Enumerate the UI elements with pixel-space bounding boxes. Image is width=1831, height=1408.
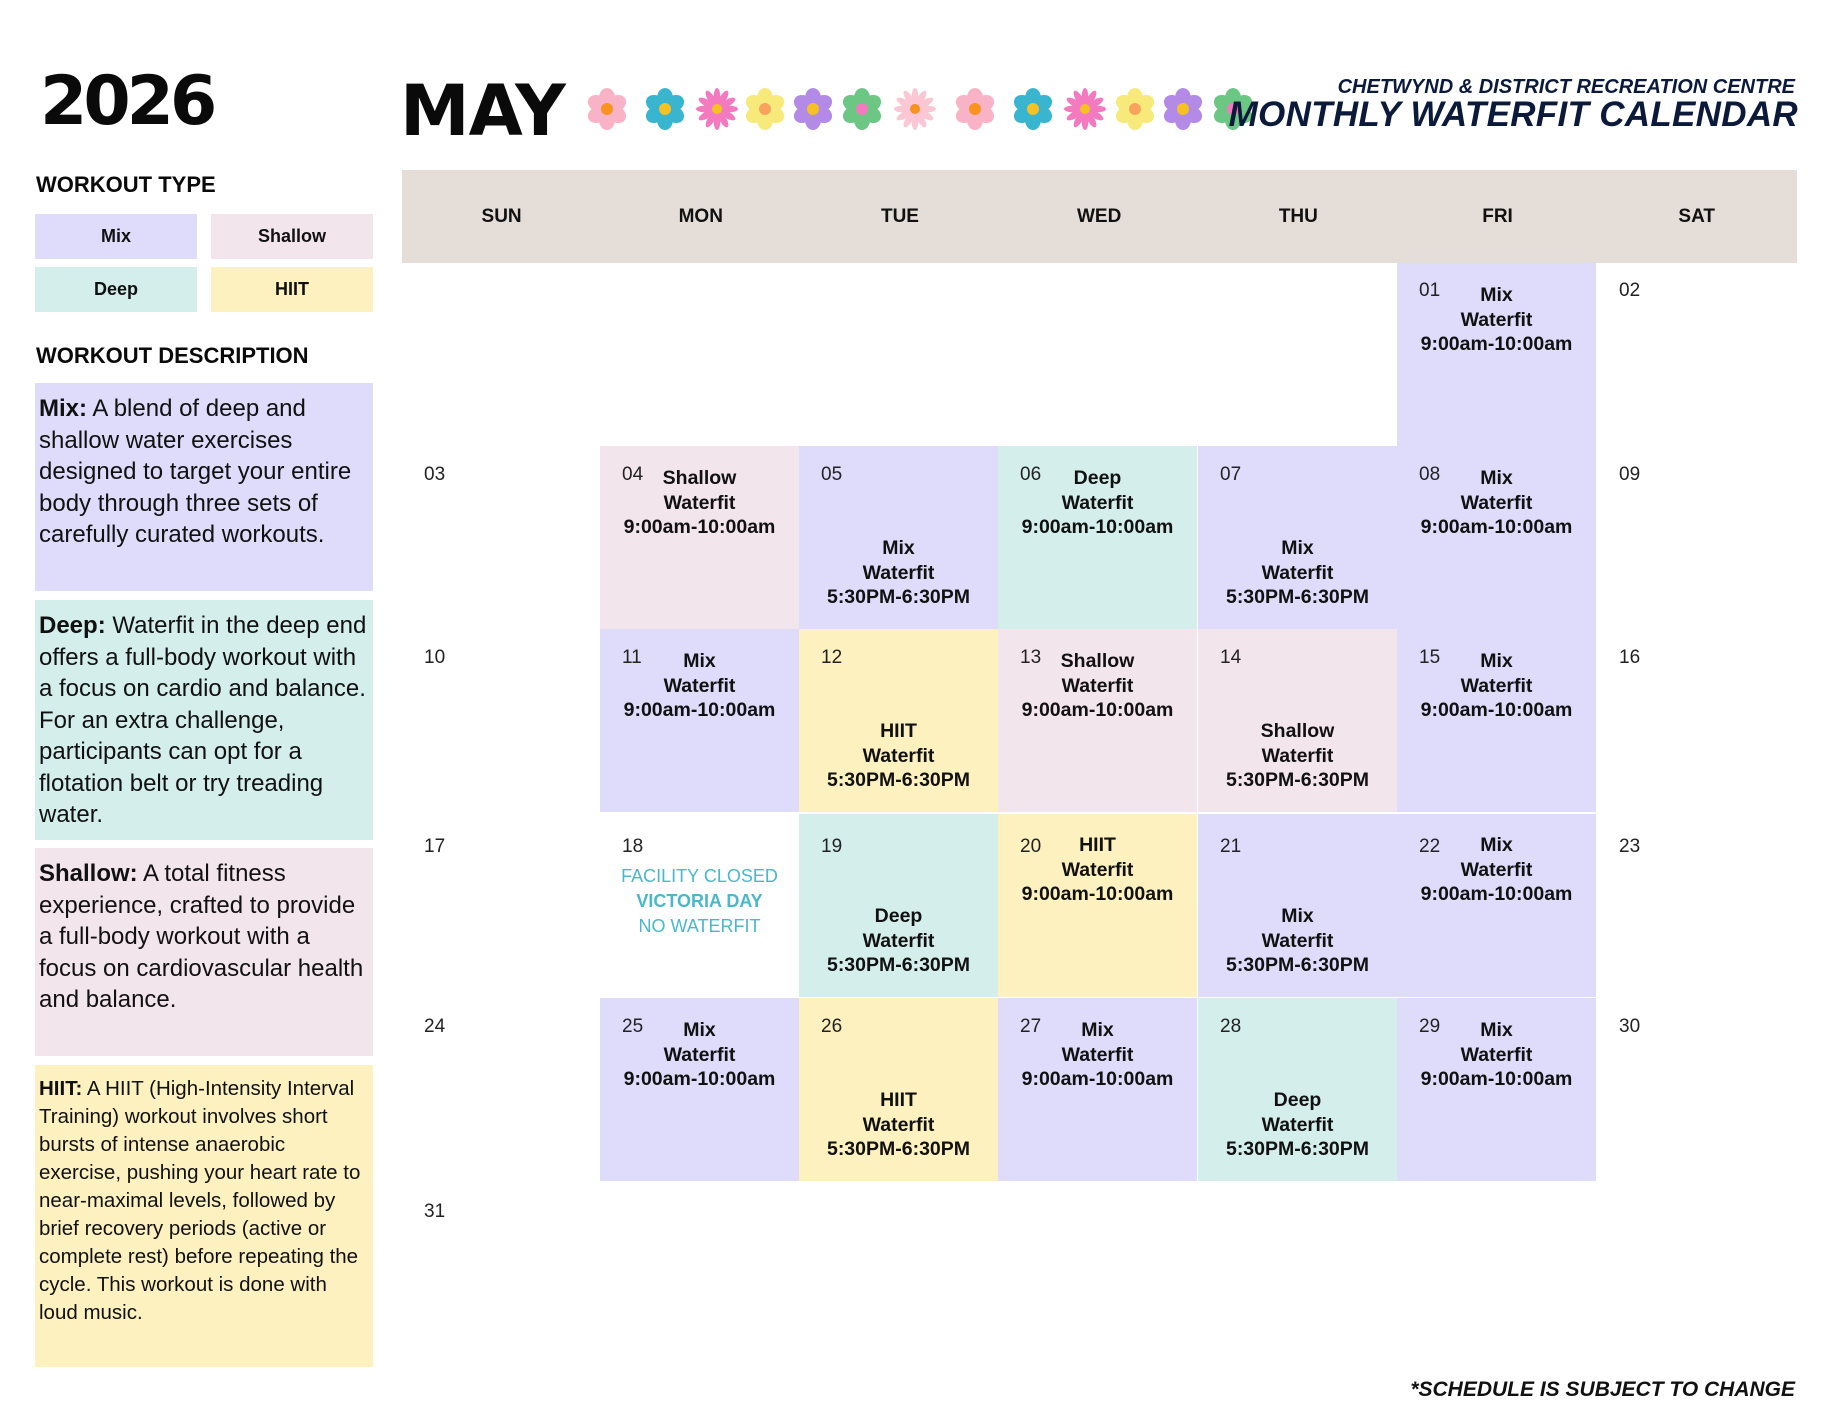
calendar-day-15 xyxy=(1397,629,1596,812)
flower-icon xyxy=(585,88,629,130)
weekday-tue: TUE xyxy=(880,205,919,227)
day-number: 12 xyxy=(821,647,843,668)
description-hiit-text: A HIIT (High-Intensity Interval Training) workout involves short bursts of intense anaerobic exercise, pushing your heart rate to near-maximal levels, followed by brief recovery periods (active or complete rest) before repeating the cycle. This workout is done with loud music. xyxy=(39,1077,361,1324)
event-deep xyxy=(998,466,1197,540)
day-number: 21 xyxy=(1220,836,1242,857)
day-number: 17 xyxy=(424,836,446,857)
event-name: Mix xyxy=(1480,284,1513,306)
event-name: Mix xyxy=(683,650,716,672)
flower-icon xyxy=(791,88,835,130)
event-name: HIIT xyxy=(1079,834,1116,856)
event-mix xyxy=(600,1018,799,1092)
day-number: 01 xyxy=(1419,280,1441,301)
calendar-day-28 xyxy=(1198,998,1397,1181)
calendar-day-21 xyxy=(1198,814,1397,997)
event-sub: Waterfit xyxy=(1261,744,1334,767)
day-number: 10 xyxy=(424,647,446,668)
calendar-day-09 xyxy=(1596,446,1795,629)
event-name: Mix xyxy=(1281,537,1314,559)
event-name: Shallow xyxy=(662,467,737,489)
calendar-day-24 xyxy=(401,998,600,1181)
event-time: 9:00am-10:00am xyxy=(1021,516,1174,538)
flower-icon xyxy=(840,88,884,130)
event-time: 5:30PM-6:30PM xyxy=(1225,586,1370,608)
legend-hiit: HIIT xyxy=(211,267,373,312)
event-mix xyxy=(1397,1018,1596,1092)
day-number: 02 xyxy=(1619,280,1641,301)
calendar-title: MONTHLY WATERFIT CALENDAR xyxy=(1228,95,1798,134)
event-shallow xyxy=(1198,719,1397,793)
calendar-day-18 xyxy=(600,814,799,997)
calendar-day-20 xyxy=(998,814,1197,997)
event-time: 9:00am-10:00am xyxy=(1420,699,1573,721)
month-label: MAY xyxy=(400,70,565,152)
event-mix xyxy=(998,1018,1197,1092)
day-number: 15 xyxy=(1419,647,1441,668)
day-number: 26 xyxy=(821,1016,843,1037)
description-hiit xyxy=(35,1065,373,1367)
event-time: 5:30PM-6:30PM xyxy=(826,586,971,608)
event-sub: Waterfit xyxy=(663,1043,736,1066)
calendar-day-08 xyxy=(1397,446,1596,629)
event-mix xyxy=(1397,833,1596,907)
event-sub: Waterfit xyxy=(1460,674,1533,697)
event-mix xyxy=(799,536,998,610)
day-number: 07 xyxy=(1220,464,1242,485)
event-time: 9:00am-10:00am xyxy=(1420,516,1573,538)
day-number: 13 xyxy=(1020,647,1042,668)
flower-icon xyxy=(894,88,936,130)
description-deep-label: Deep: xyxy=(39,612,106,639)
event-time: 9:00am-10:00am xyxy=(1021,1068,1174,1090)
flower-icon xyxy=(743,88,787,130)
event-name: Mix xyxy=(683,1019,716,1041)
weekday-sat: SAT xyxy=(1678,205,1716,227)
weekday-wed: WED xyxy=(1076,205,1122,227)
calendar-day-11 xyxy=(600,629,799,812)
calendar-day-01 xyxy=(1397,263,1596,446)
event-time: 9:00am-10:00am xyxy=(1420,1068,1573,1090)
event-shallow xyxy=(600,466,799,540)
legend-mix: Mix xyxy=(35,214,197,259)
weekday-fri: FRI xyxy=(1482,205,1513,227)
event-sub: Waterfit xyxy=(1061,858,1134,881)
event-mix xyxy=(1397,283,1596,357)
day-number: 06 xyxy=(1020,464,1042,485)
facility-closed-notice xyxy=(600,864,799,939)
calendar-day-06 xyxy=(998,446,1197,629)
event-sub: Waterfit xyxy=(862,929,935,952)
flower-icon xyxy=(953,88,997,130)
day-number: 30 xyxy=(1619,1016,1641,1037)
calendar-day-27 xyxy=(998,998,1197,1181)
event-hiit xyxy=(799,719,998,793)
event-mix xyxy=(1198,904,1397,978)
event-name: Deep xyxy=(874,905,923,927)
day-number: 14 xyxy=(1220,647,1242,668)
event-time: 9:00am-10:00am xyxy=(623,1068,776,1090)
day-number: 31 xyxy=(424,1201,446,1222)
day-number: 28 xyxy=(1220,1016,1242,1037)
calendar-day-04 xyxy=(600,446,799,629)
calendar-day-30 xyxy=(1596,998,1795,1181)
event-sub: Waterfit xyxy=(1460,308,1533,331)
calendar-day-25 xyxy=(600,998,799,1181)
calendar-day-17 xyxy=(401,814,600,997)
weekday-thu: THU xyxy=(1278,205,1318,227)
calendar-day-14 xyxy=(1198,629,1397,812)
event-sub: Waterfit xyxy=(1460,1043,1533,1066)
flower-icon xyxy=(643,88,687,130)
event-name: HIIT xyxy=(880,720,917,742)
flower-decoration xyxy=(585,84,1255,134)
day-number: 29 xyxy=(1419,1016,1441,1037)
event-sub: Waterfit xyxy=(663,491,736,514)
calendar-day-22 xyxy=(1397,814,1596,997)
legend-shallow: Shallow xyxy=(211,214,373,259)
event-name: Shallow xyxy=(1260,720,1335,742)
event-sub: Waterfit xyxy=(1261,1113,1334,1136)
workout-description-heading: WORKOUT DESCRIPTION xyxy=(36,343,309,368)
calendar-day-26 xyxy=(799,998,998,1181)
flower-icon xyxy=(1011,88,1055,130)
event-sub: Waterfit xyxy=(1460,858,1533,881)
event-deep xyxy=(1198,1088,1397,1162)
day-number: 03 xyxy=(424,464,446,485)
description-mix xyxy=(35,383,373,591)
event-name: Mix xyxy=(1480,1019,1513,1041)
event-time: 5:30PM-6:30PM xyxy=(1225,769,1370,791)
event-name: Mix xyxy=(1480,467,1513,489)
calendar-day-23 xyxy=(1596,814,1795,997)
flower-icon xyxy=(1064,88,1106,130)
event-time: 9:00am-10:00am xyxy=(623,516,776,538)
day-number: 18 xyxy=(622,836,644,857)
calendar-day-10 xyxy=(401,629,600,812)
event-time: 9:00am-10:00am xyxy=(1021,699,1174,721)
weekday-mon: MON xyxy=(678,205,723,227)
day-number: 09 xyxy=(1619,464,1641,485)
closed-line: VICTORIA DAY xyxy=(636,891,763,911)
year-label: 2026 xyxy=(40,62,214,141)
flower-icon xyxy=(1113,88,1157,130)
event-sub: Waterfit xyxy=(1261,929,1334,952)
event-name: Deep xyxy=(1273,1089,1322,1111)
day-number: 27 xyxy=(1020,1016,1042,1037)
calendar-day-19 xyxy=(799,814,998,997)
event-name: Mix xyxy=(882,537,915,559)
flower-icon xyxy=(1161,88,1205,130)
description-mix-label: Mix: xyxy=(39,395,87,422)
day-number: 11 xyxy=(622,647,642,668)
event-time: 9:00am-10:00am xyxy=(1420,333,1573,355)
event-mix xyxy=(1397,649,1596,723)
weekday-sun: SUN xyxy=(481,205,522,227)
event-sub: Waterfit xyxy=(1061,1043,1134,1066)
event-sub: Waterfit xyxy=(1261,561,1334,584)
description-shallow-text: A total fitness experience, crafted to provide a full-body workout with a focus on cardiovascular health and balance. xyxy=(39,860,364,1013)
description-mix-text: A blend of deep and shallow water exercises designed to target your entire body through three sets of carefully curated workouts. xyxy=(39,395,352,548)
calendar-day-13 xyxy=(998,629,1197,812)
schedule-disclaimer: *SCHEDULE IS SUBJECT TO CHANGE xyxy=(1410,1378,1795,1401)
calendar-day-29 xyxy=(1397,998,1596,1181)
calendar-day-05 xyxy=(799,446,998,629)
event-name: Deep xyxy=(1073,467,1122,489)
event-name: Mix xyxy=(1480,834,1513,856)
event-sub: Waterfit xyxy=(862,744,935,767)
organization-name: CHETWYND & DISTRICT RECREATION CENTRE xyxy=(1337,76,1795,98)
description-hiit-label: HIIT: xyxy=(39,1077,83,1100)
event-time: 5:30PM-6:30PM xyxy=(826,1138,971,1160)
day-number: 25 xyxy=(622,1016,644,1037)
calendar-day-16 xyxy=(1596,629,1795,812)
event-time: 9:00am-10:00am xyxy=(1021,883,1174,905)
event-mix xyxy=(1397,466,1596,540)
day-number: 22 xyxy=(1419,836,1441,857)
closed-line: NO WATERFIT xyxy=(638,916,761,936)
description-shallow-label: Shallow: xyxy=(39,860,138,887)
event-mix xyxy=(600,649,799,723)
event-name: HIIT xyxy=(880,1089,917,1111)
legend-deep: Deep xyxy=(35,267,197,312)
closed-line: FACILITY CLOSED xyxy=(621,866,778,886)
calendar-day-07 xyxy=(1198,446,1397,629)
event-name: Shallow xyxy=(1060,650,1135,672)
day-number: 04 xyxy=(622,464,644,485)
event-sub: Waterfit xyxy=(862,561,935,584)
event-deep xyxy=(799,904,998,978)
description-deep xyxy=(35,600,373,840)
event-mix xyxy=(1198,536,1397,610)
workout-type-heading: WORKOUT TYPE xyxy=(36,172,216,197)
event-time: 5:30PM-6:30PM xyxy=(826,954,971,976)
calendar-day-03 xyxy=(401,446,600,629)
event-sub: Waterfit xyxy=(1460,491,1533,514)
event-sub: Waterfit xyxy=(1061,674,1134,697)
day-number: 05 xyxy=(821,464,843,485)
calendar-day-02 xyxy=(1596,263,1795,446)
event-time: 5:30PM-6:30PM xyxy=(1225,1138,1370,1160)
description-deep-text: Waterfit in the deep end offers a full-body workout with a focus on cardio and balance. For an extra challenge, participants can opt for a flotation belt or try treading water. xyxy=(39,612,367,828)
calendar-day-12 xyxy=(799,629,998,812)
event-hiit xyxy=(998,833,1197,907)
event-sub: Waterfit xyxy=(663,674,736,697)
day-number: 16 xyxy=(1619,647,1641,668)
event-sub: Waterfit xyxy=(862,1113,935,1136)
event-name: Mix xyxy=(1081,1019,1114,1041)
event-name: Mix xyxy=(1480,650,1513,672)
day-number: 24 xyxy=(424,1016,446,1037)
description-shallow xyxy=(35,848,373,1056)
day-number: 20 xyxy=(1020,836,1042,857)
event-name: Mix xyxy=(1281,905,1314,927)
day-number: 19 xyxy=(821,836,843,857)
day-number: 23 xyxy=(1619,836,1641,857)
weekday-header xyxy=(402,170,1797,263)
event-time: 9:00am-10:00am xyxy=(623,699,776,721)
event-time: 5:30PM-6:30PM xyxy=(826,769,971,791)
calendar-day-31 xyxy=(401,1183,600,1366)
day-number: 08 xyxy=(1419,464,1441,485)
event-time: 5:30PM-6:30PM xyxy=(1225,954,1370,976)
flower-icon xyxy=(696,88,738,130)
event-hiit xyxy=(799,1088,998,1162)
event-shallow xyxy=(998,649,1197,723)
event-sub: Waterfit xyxy=(1061,491,1134,514)
event-time: 9:00am-10:00am xyxy=(1420,883,1573,905)
